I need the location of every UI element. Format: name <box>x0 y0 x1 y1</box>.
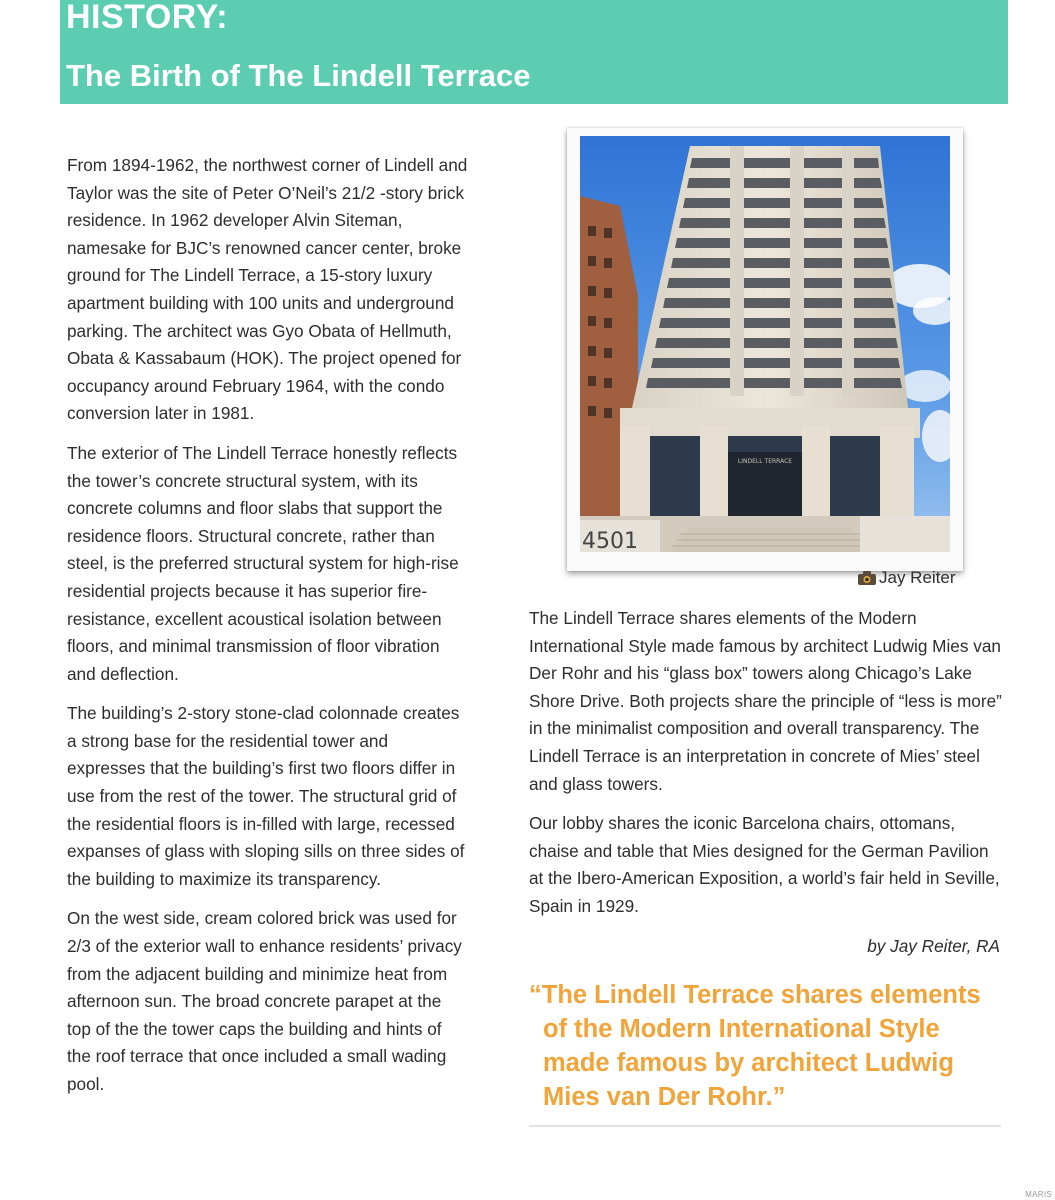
pull-quote-line: of the Modern International Style <box>543 1015 940 1043</box>
header-band <box>60 0 1008 104</box>
paragraph-structure: The exterior of The Lindell Terrace honestly reflects the tower’s concrete structural system, with its concrete columns and floor slabs that support the residence floors. Structural concrete, rather than steel, is the preferred structural system for high-rise residential projects because it has superior fire-resistance, excellent acoustical isolation between floors, and minimal transmission of floor vibration and deflection. <box>67 442 459 684</box>
author-byline: by Jay Reiter, RA <box>867 936 1000 956</box>
address-number: 4501 <box>582 529 638 552</box>
pull-quote-line: Mies van Der Rohr.” <box>543 1083 786 1111</box>
right-column <box>529 605 1003 933</box>
pull-quote <box>529 978 999 1114</box>
paragraph-colonnade: The building’s 2-story stone-clad colonnade creates a strong base for the residential tower and expresses that the building’s first two floors differ in use from the rest of the tower. The structural grid of the residential floors is in-filled with large, recessed expanses of glass with sloping sills on three sides of the building to maximize its transparency. <box>67 703 465 889</box>
divider <box>529 1125 1001 1127</box>
building-photo <box>567 128 963 571</box>
pull-quote-line: “The Lindell Terrace shares elements <box>529 981 981 1009</box>
page-title: The Birth of The Lindell Terrace <box>66 58 531 93</box>
pull-quote-line: made famous by architect Ludwig <box>543 1049 954 1077</box>
paragraph-lobby: Our lobby shares the iconic Barcelona chairs, ottomans, chaise and table that Mies designed for the German Pavilion at the Ibero-American Exposition, a world’s fair held in Seville, Spain in 1929. <box>529 813 1000 916</box>
paragraph-west-side: On the west side, cream colored brick was used for 2/3 of the exterior wall to enhance residents’ privacy from the adjacent building and minimize heat from afternoon sun. The broad concrete parapet at the top of the the tower caps the building and hints of the roof terrace that once included a small wading pool. <box>67 908 462 1094</box>
camera-icon <box>857 570 877 586</box>
paragraph-international-style: The Lindell Terrace shares elements of the Modern International Style made famous by architect Ludwig Mies van Der Rohr and his “glass box” towers along Chicago’s Lake Shore Drive. Both projects share the principle of “less is more” in the minimalist composition and overall transparency. The Lindell Terrace is an interpretation in concrete of Mies’ steel and glass towers. <box>529 608 1002 794</box>
photo-credit-name: Jay Reiter <box>879 568 956 587</box>
left-column <box>67 152 469 1111</box>
lindell-terrace-tower-image <box>580 136 950 552</box>
entrance-sign-text: LINDELL TERRACE <box>737 458 793 465</box>
watermark: MARIS <box>1025 1190 1052 1199</box>
paragraph-history-origin: From 1894-1962, the northwest corner of Lindell and Taylor was the site of Peter O’Neil’s 21/2 -story brick residence. In 1962 developer Alvin Siteman, namesake for BJC’s renowned cancer center, broke ground for The Lindell Terrace, a 15-story luxury apartment building with 100 units and underground parking. The architect was Gyo Obata of Hellmuth, Obata & Kassabaum (HOK). The project opened for occupancy around February 1964, with the condo conversion later in 1981. <box>67 155 468 424</box>
photo-credit <box>857 567 956 589</box>
section-kicker: HISTORY: <box>66 0 229 36</box>
